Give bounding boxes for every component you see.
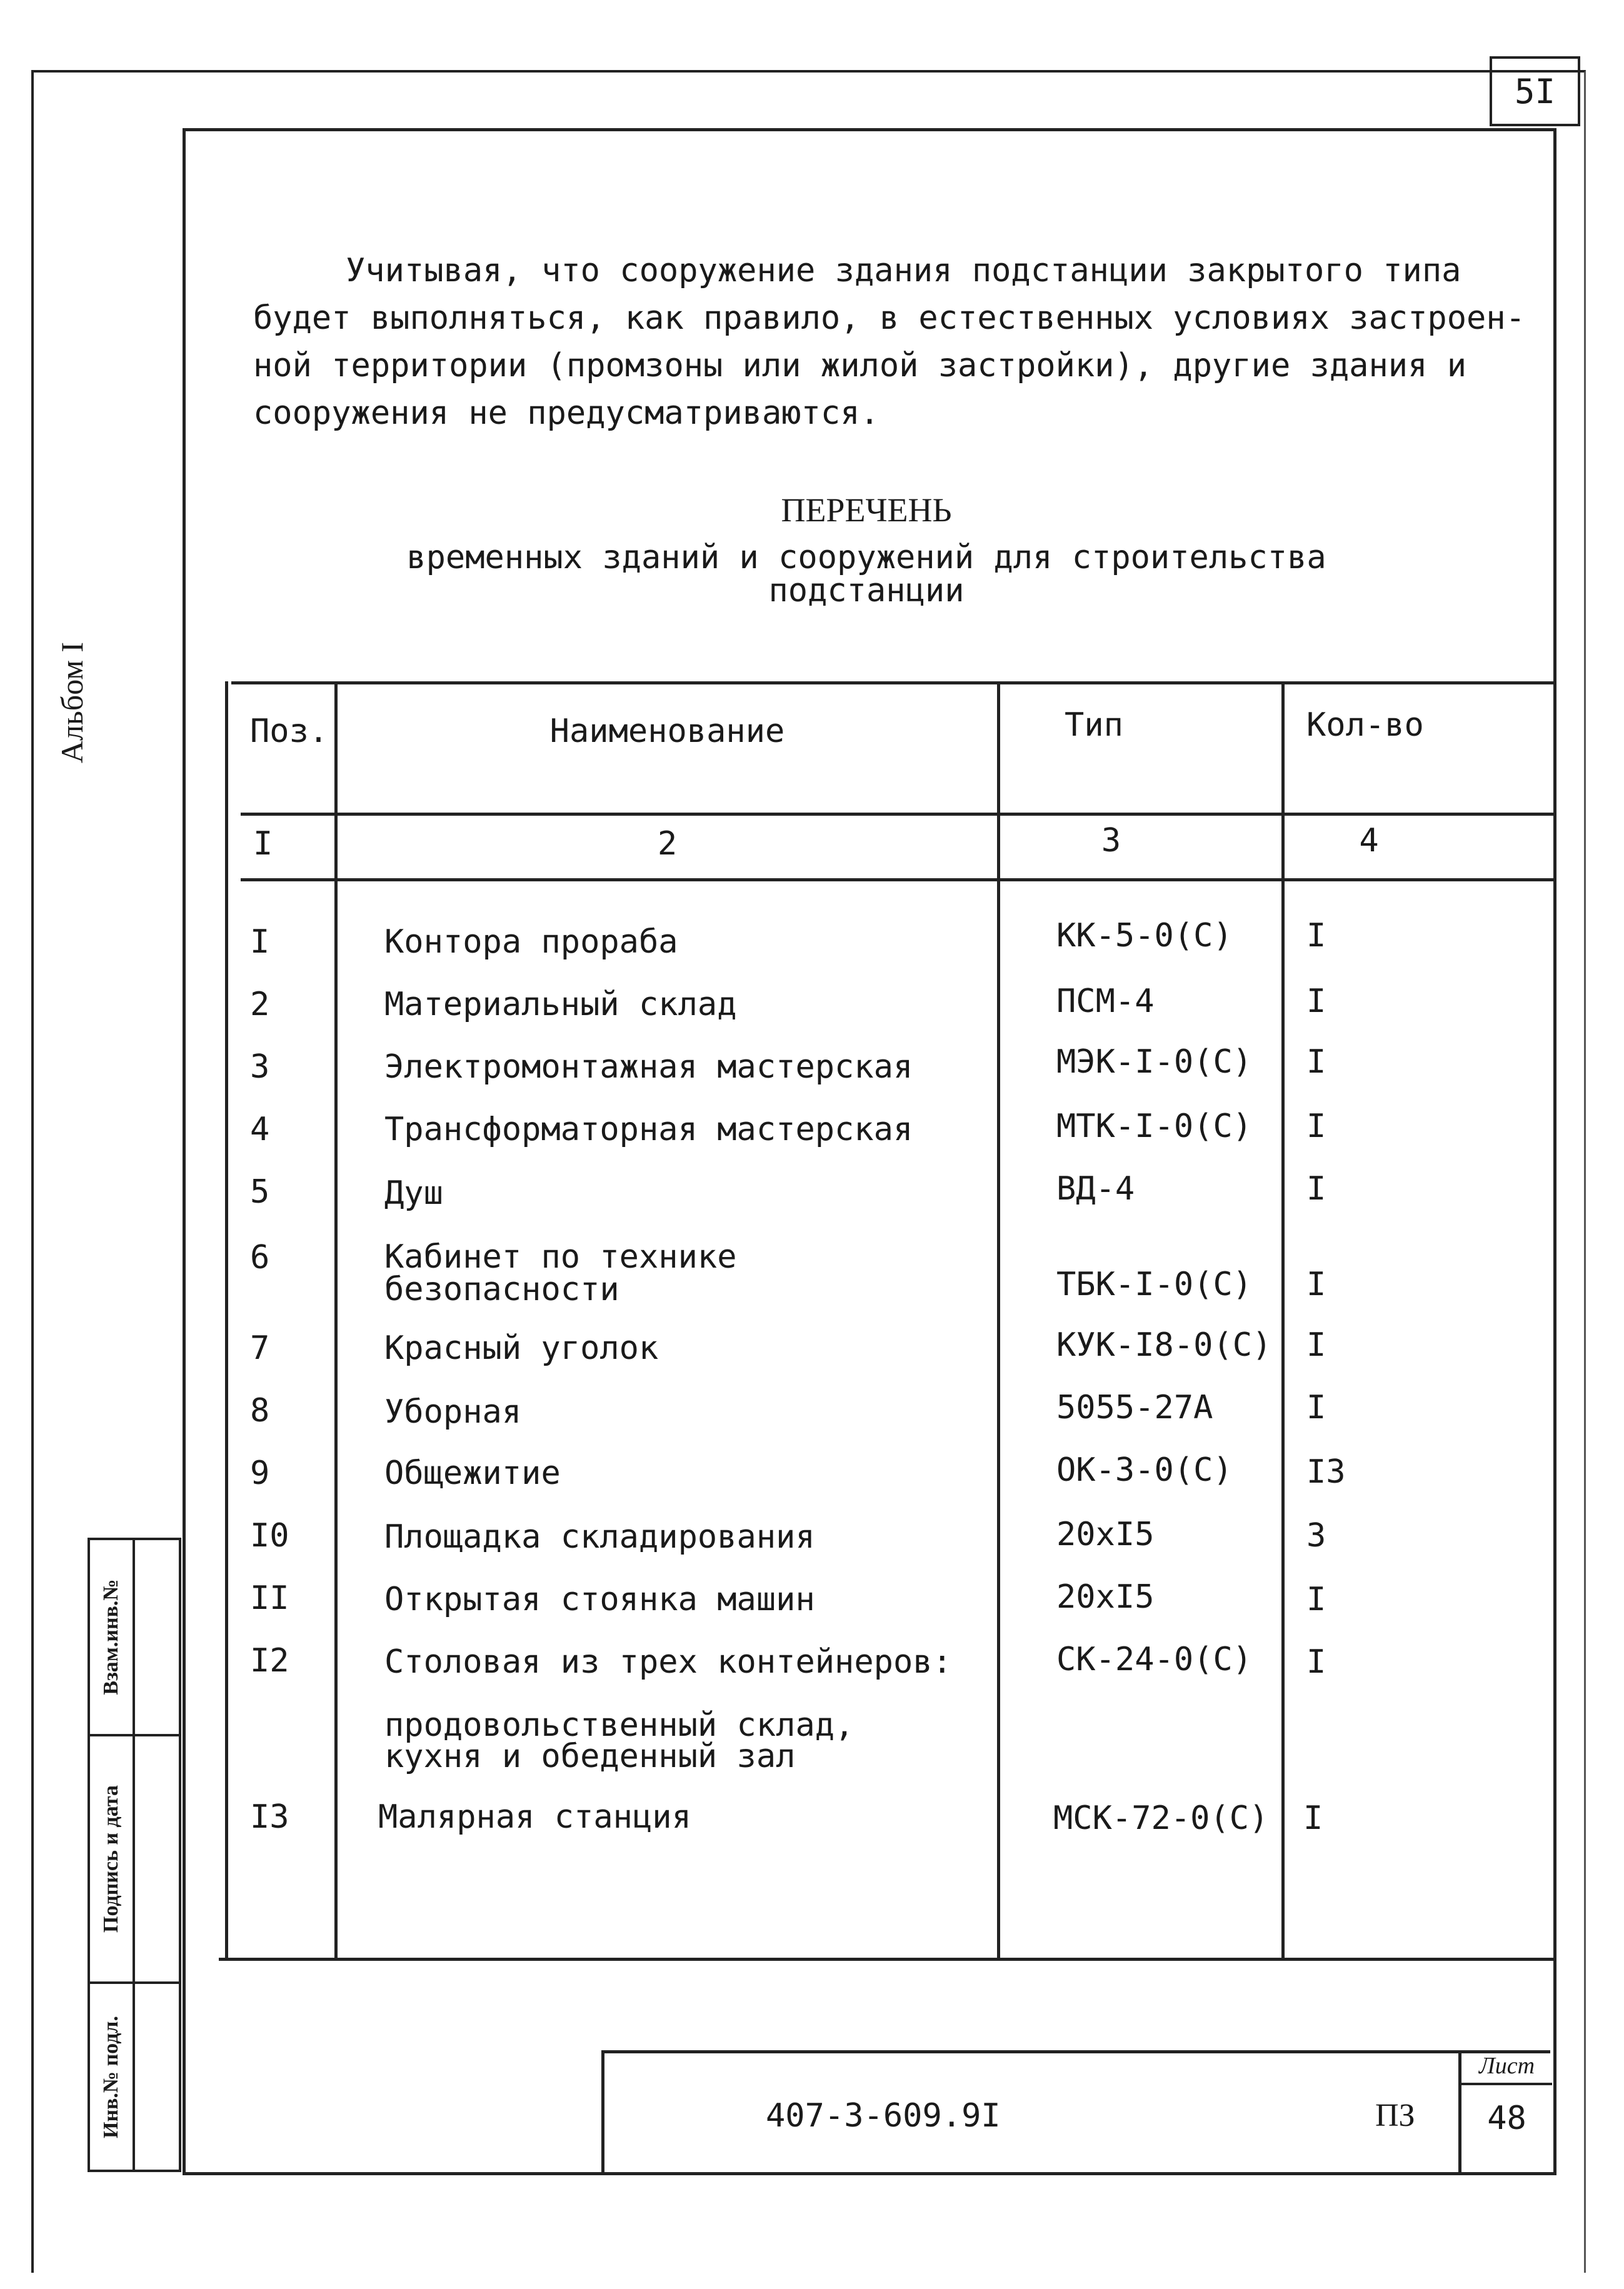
row-6-type: ТБК-I-0(С) bbox=[1056, 1266, 1253, 1303]
header-type: Тип bbox=[1065, 706, 1123, 744]
row-9-type: ОК-3-0(С) bbox=[1056, 1451, 1233, 1489]
row-4-qty: I bbox=[1306, 1108, 1326, 1145]
row-8-qty: I bbox=[1306, 1389, 1326, 1426]
row-2-pos: 2 bbox=[250, 986, 270, 1023]
stamp-sign-date bbox=[88, 1734, 181, 1984]
row-9-pos: 9 bbox=[250, 1455, 270, 1492]
list-subtitle-line-1: временных зданий и сооружений для строительства bbox=[406, 539, 1326, 576]
row-3-type: МЭК-I-0(С) bbox=[1056, 1043, 1253, 1081]
header-pos: Поз. bbox=[250, 713, 329, 750]
row-11-name: Открытая стоянка машин bbox=[384, 1581, 815, 1618]
sheet-label: Лист bbox=[1478, 2053, 1535, 2079]
table-header-border bbox=[241, 813, 1553, 816]
header-name: Наименование bbox=[549, 713, 785, 750]
row-11-type: 20хI5 bbox=[1056, 1578, 1155, 1616]
row-9-name: Общежитие bbox=[384, 1455, 561, 1492]
row-10-type: 20хI5 bbox=[1056, 1516, 1155, 1553]
row-4-type: МТК-I-0(С) bbox=[1056, 1108, 1253, 1145]
list-subtitle-line-2: подстанции bbox=[768, 572, 965, 609]
row-1-qty: I bbox=[1306, 917, 1326, 954]
row-6-qty: I bbox=[1306, 1266, 1326, 1303]
row-10-qty: 3 bbox=[1306, 1517, 1326, 1555]
row-11-pos: II bbox=[250, 1580, 289, 1617]
table-bottom-border bbox=[219, 1958, 1553, 1961]
title-block-sheet-divider bbox=[1458, 2083, 1552, 2085]
row-5-type: ВД-4 bbox=[1056, 1170, 1135, 1208]
row-1-pos: I bbox=[250, 923, 270, 961]
stamp-inv-podl bbox=[88, 1981, 181, 2172]
album-label: Альбом I bbox=[54, 641, 89, 764]
row-3-qty: I bbox=[1306, 1043, 1326, 1081]
row-8-pos: 8 bbox=[250, 1392, 270, 1430]
row-1-type: КК-5-0(С) bbox=[1056, 917, 1233, 954]
sheet-number: 48 bbox=[1487, 2100, 1526, 2137]
row-13-pos: I3 bbox=[250, 1798, 289, 1836]
colnum-4: 4 bbox=[1359, 822, 1379, 859]
stamp-inv-podl-label: Инв.№ подл. bbox=[99, 2015, 123, 2138]
row-6-name: Кабинет по технике безопасности bbox=[384, 1238, 737, 1308]
row-4-name: Трансформаторная мастерская bbox=[384, 1111, 913, 1148]
doc-code: 407-3-609.9I bbox=[766, 2097, 1001, 2135]
stamp-inv-vzam bbox=[88, 1538, 181, 1736]
stamp-sign-date-label: Подпись и дата bbox=[99, 1785, 123, 1933]
row-8-type: 5055-27А bbox=[1056, 1389, 1213, 1426]
row-1-name: Контора прораба bbox=[384, 923, 678, 961]
intro-line-3: ной территории (промзоны или жилой застройки), другие здания и bbox=[253, 347, 1467, 384]
row-7-pos: 7 bbox=[250, 1330, 270, 1367]
page-number: 5I bbox=[1490, 56, 1580, 126]
colnum-3: 3 bbox=[1101, 822, 1121, 859]
row-12-pos: I2 bbox=[250, 1642, 289, 1680]
table-col-divider-1 bbox=[334, 681, 338, 1960]
row-13-qty: I bbox=[1303, 1800, 1323, 1837]
row-12-qty: I bbox=[1306, 1643, 1326, 1681]
row-13-name: Малярная станция bbox=[378, 1798, 691, 1836]
row-9-qty: I3 bbox=[1306, 1453, 1346, 1491]
row-10-name: Площадка складирования bbox=[384, 1518, 815, 1556]
row-12-type: СК-24-0(С) bbox=[1056, 1641, 1253, 1678]
colnum-2: 2 bbox=[657, 825, 678, 863]
row-3-pos: 3 bbox=[250, 1048, 270, 1086]
intro-line-1: Учитывая, что сооружение здания подстанции закрытого типа bbox=[346, 252, 1461, 289]
table-col-divider-2 bbox=[997, 681, 1000, 1960]
table-left-border bbox=[225, 681, 228, 1960]
row-8-name: Уборная bbox=[384, 1393, 522, 1431]
row-3-name: Электромонтажная мастерская bbox=[384, 1048, 913, 1086]
row-7-type: КУК-I8-0(С) bbox=[1056, 1326, 1272, 1364]
row-5-qty: I bbox=[1306, 1170, 1326, 1208]
list-heading: ПЕРЕЧЕНЬ bbox=[781, 491, 952, 529]
row-11-qty: I bbox=[1306, 1581, 1326, 1618]
row-5-pos: 5 bbox=[250, 1173, 270, 1211]
row-4-pos: 4 bbox=[250, 1111, 270, 1148]
row-2-type: ПСМ-4 bbox=[1056, 983, 1155, 1020]
intro-line-2: будет выполняться, как правило, в естественных условиях застроен- bbox=[253, 299, 1525, 337]
row-12-subtext: продовольственный склад, кухня и обеденный зал bbox=[384, 1706, 855, 1775]
table-col-divider-3 bbox=[1281, 681, 1285, 1960]
colnum-1: I bbox=[253, 825, 273, 863]
row-2-name: Материальный склад bbox=[384, 986, 737, 1023]
row-6-pos: 6 bbox=[250, 1239, 270, 1276]
row-5-name: Душ bbox=[384, 1175, 443, 1212]
intro-line-4: сооружения не предусматриваются. bbox=[253, 394, 880, 432]
section-code: ПЗ bbox=[1375, 2098, 1415, 2133]
row-12-name: Столовая из трех контейнеров: bbox=[384, 1643, 952, 1681]
row-2-qty: I bbox=[1306, 983, 1326, 1020]
row-7-qty: I bbox=[1306, 1326, 1326, 1364]
header-qty: Кол-во bbox=[1306, 706, 1424, 744]
intro-paragraph bbox=[253, 247, 1525, 437]
row-13-type: МСК-72-0(С) bbox=[1053, 1800, 1269, 1837]
row-7-name: Красный уголок bbox=[384, 1330, 659, 1367]
row-10-pos: I0 bbox=[250, 1517, 289, 1555]
table-colnum-border bbox=[241, 878, 1553, 881]
table-top-border bbox=[231, 681, 1553, 684]
stamp-inv-vzam-label: Взам.инв.№ bbox=[99, 1579, 123, 1695]
